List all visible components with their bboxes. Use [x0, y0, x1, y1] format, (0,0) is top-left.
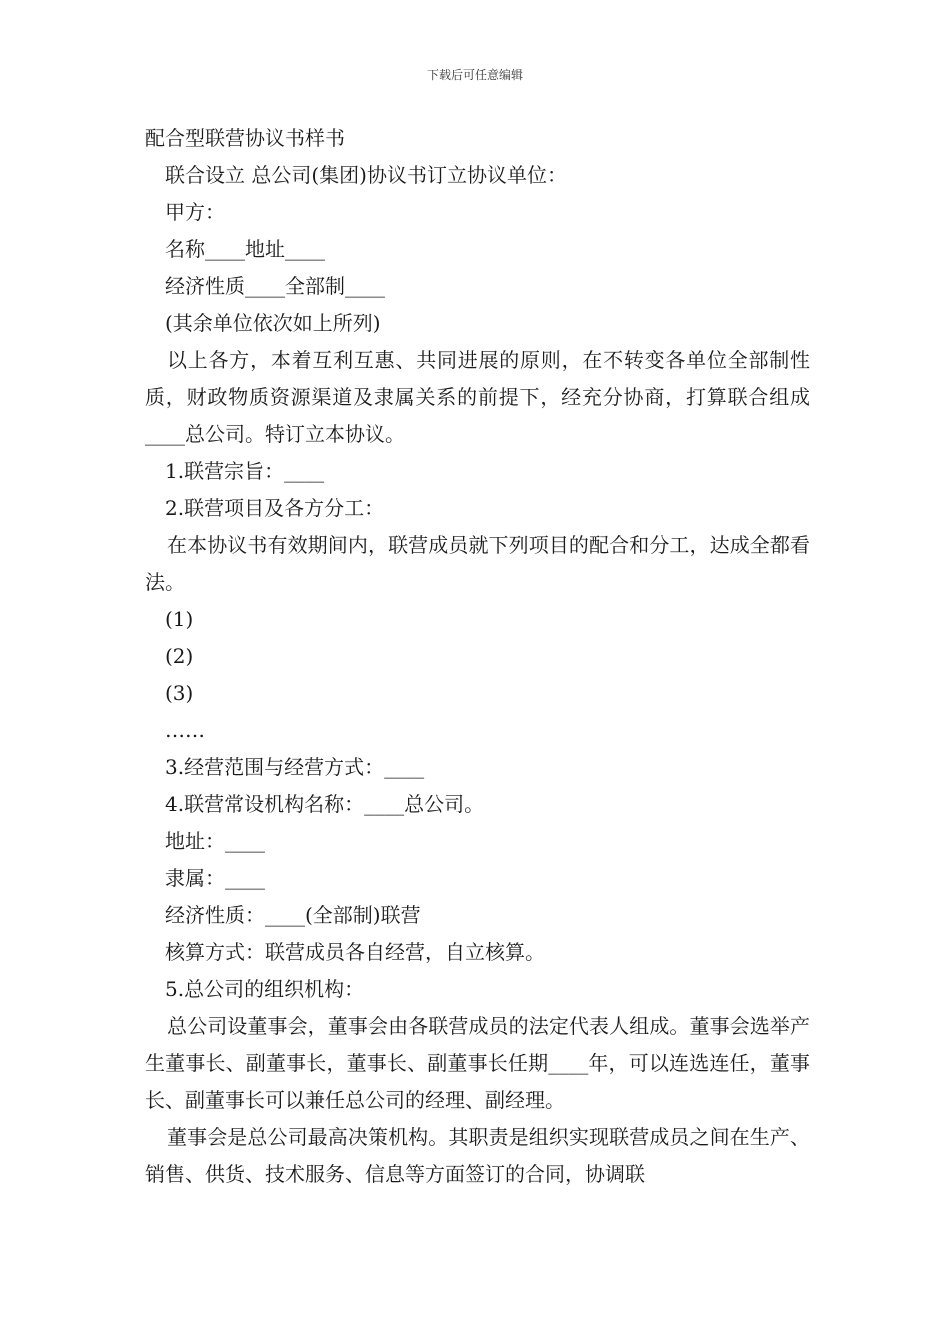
item-3: (3): [165, 681, 194, 705]
clause-1: 1.联营宗旨：____: [165, 459, 325, 483]
name-address-line: 名称____地址____: [165, 237, 325, 261]
clause-2: 2.联营项目及各方分工：: [165, 496, 385, 520]
accounting-line: 核算方式：联营成员各自经营，自立核算。: [165, 940, 545, 964]
affiliation-line: 隶属：____: [165, 866, 265, 890]
ownership-line: 经济性质：____(全部制)联营: [165, 903, 421, 927]
clause-2-paragraph: 在本协议书有效期间内，联营成员就下列项目的配合和分工，达成全都看法。: [145, 533, 810, 594]
board-paragraph: 总公司设董事会，董事会由各联营成员的法定代表人组成。董事会选举产生董事长、副董事长，董事长、副董事长任期____年，可以连选连任，董事长、副董事长可以兼任总公司的经理、副经理。: [145, 1014, 810, 1112]
item-2: (2): [165, 644, 194, 668]
economic-nature-line: 经济性质____全部制____: [165, 274, 385, 298]
clause-4: 4.联营常设机构名称：____总公司。: [165, 792, 485, 816]
item-1: (1): [165, 607, 194, 631]
document-title: 配合型联营协议书样书: [145, 126, 345, 150]
address-line: 地址：____: [165, 829, 265, 853]
intro-line: 联合设立 总公司(集团)协议书订立协议单位：: [165, 163, 567, 187]
board-duties-paragraph: 董事会是总公司最高决策机构。其职责是组织实现联营成员之间在生产、销售、供货、技术服务、信息等方面签订的合同，协调联: [145, 1125, 810, 1186]
other-units-note: (其余单位依次如上所列): [165, 311, 381, 335]
clause-3: 3.经营范围与经营方式：____: [165, 755, 425, 779]
preamble-paragraph: 以上各方，本着互利互惠、共同进展的原则，在不转变各单位全部制性质，财政物质资源渠道及隶属关系的前提下，经充分协商，打算联合组成____总公司。特订立本协议。: [145, 348, 810, 446]
page-header: 下载后可任意编辑: [426, 68, 523, 82]
ellipsis: ……: [165, 718, 205, 742]
document-body: [145, 120, 810, 1193]
party-a-label: 甲方：: [165, 200, 225, 224]
clause-5: 5.总公司的组织机构：: [165, 977, 365, 1001]
